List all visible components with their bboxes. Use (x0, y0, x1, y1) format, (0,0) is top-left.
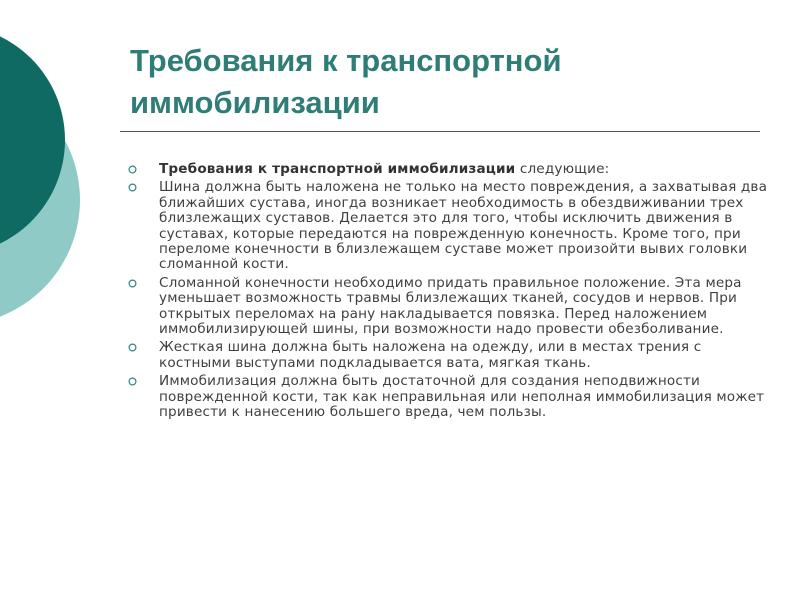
ring-bullet-icon (128, 377, 137, 386)
bullet-list (128, 162, 768, 424)
ring-bullet-icon (128, 183, 137, 192)
ring-bullet-icon (128, 279, 137, 288)
title-divider (120, 131, 760, 132)
bullet-item-splint-placement (128, 180, 768, 272)
bullet-text: Шина должна быть наложена не только на место повреждения, а захватывая два ближайших сустава, иногда возникает необходимость в обездвиживании трех близлежащих суставов. Делается это для того, чтобы исключить движения в суставах, которые передаются на поврежденную конечность. Кроме того, при переломе конечности в близлежащем суставе может произойти вывих головки сломанной кости. (159, 179, 768, 273)
bullet-text: Сломанной конечности необходимо придать правильное положение. Эта мера уменьшает возможность травмы близлежащих тканей, сосудов и нервов. При открытых переломах на рану накладывается повязка. Перед наложением иммобилизирующей шины, при возможности надо провести обезболивание. (159, 274, 742, 338)
bullet-text: Жесткая шина должна быть наложена на одежду, или в местах трения с костными выступами подкладывается вата, мягкая ткань. (159, 339, 702, 371)
ring-bullet-icon (128, 165, 137, 174)
bullet-item-requirements (128, 162, 768, 177)
slide-title: Требования к транспортной иммобилизации (130, 43, 562, 120)
bullet-plain-text: следующие: (515, 161, 610, 177)
bullet-bold-text: Требования к транспортной иммобилизации (159, 161, 516, 177)
bullet-item-sufficient-immobilization (128, 374, 768, 420)
ring-bullet-icon (128, 343, 137, 352)
bullet-text (159, 161, 609, 177)
bullet-item-rigid-splint (128, 340, 768, 371)
bullet-text: Иммобилизация должна быть достаточной для создания неподвижности поврежденной кости, так как неправильная или неполная иммобилизация может привести к нанесению большего вреда, чем пользы. (159, 373, 765, 421)
decorative-circles (0, 0, 140, 330)
bullet-item-correct-position (128, 276, 768, 338)
